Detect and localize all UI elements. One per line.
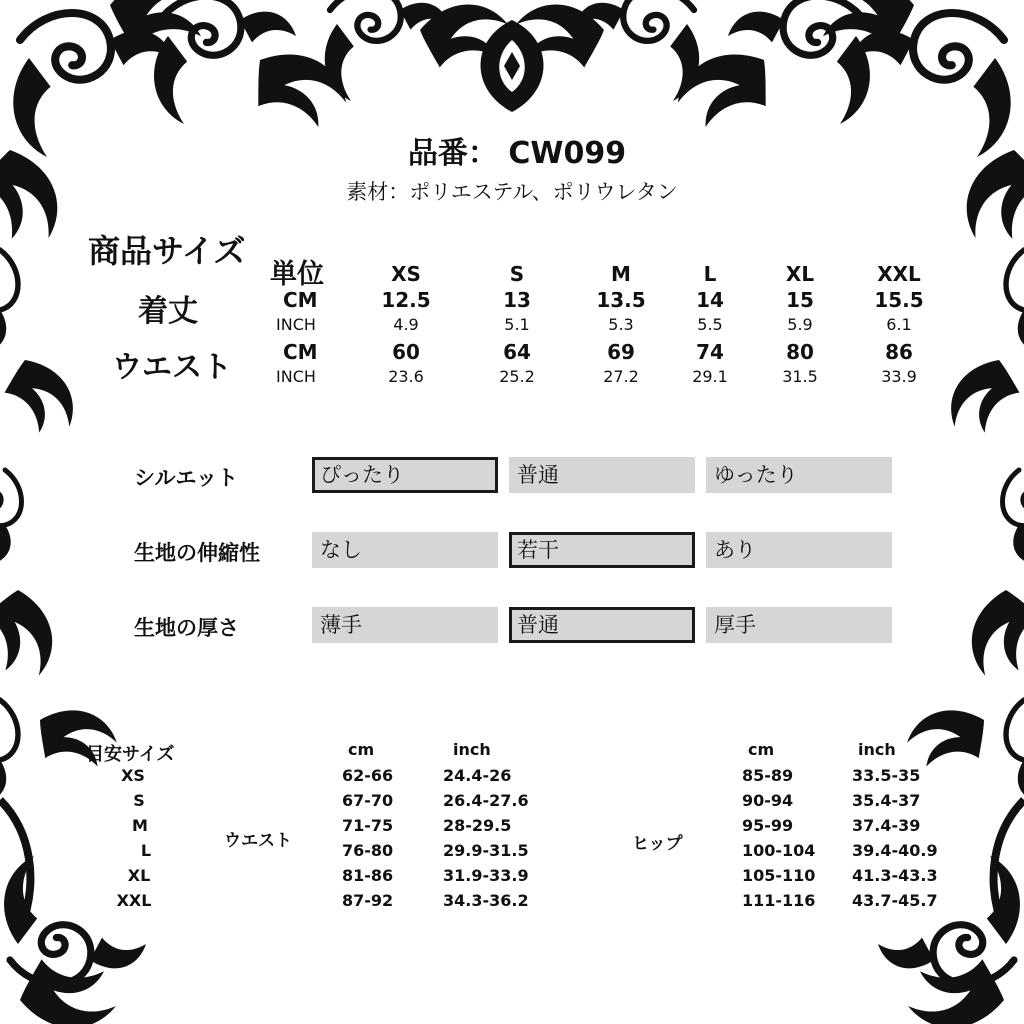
guide-waist-cm-header: cm [348, 740, 375, 759]
size-header: XS [391, 262, 421, 286]
guide-hip-cm: 90-94 [742, 791, 794, 810]
thickness-option-regular: 普通 [509, 607, 695, 643]
attr-label-thickness: 生地の厚さ [134, 616, 239, 640]
thickness-option-thin: 薄手 [312, 607, 498, 643]
length-inch: 6.1 [886, 315, 912, 334]
guide-title: 目安サイズ [86, 744, 175, 765]
guide-hip-inch: 43.7-45.7 [852, 891, 938, 910]
length-cm: 13.5 [596, 288, 646, 312]
guide-hip-cm: 111-116 [742, 891, 816, 910]
length-cm: 15.5 [874, 288, 924, 312]
waist-cm: 74 [696, 340, 724, 364]
guide-waist-inch: 34.3-36.2 [443, 891, 529, 910]
silhouette-option-loose: ゆったり [706, 457, 892, 493]
length-inch: 5.5 [697, 315, 723, 334]
size-header: M [611, 262, 631, 286]
guide-waist-label: ウエスト [224, 831, 292, 851]
unit-cm: CM [283, 340, 318, 364]
thickness-option-thick: 厚手 [706, 607, 892, 643]
length-inch: 5.3 [608, 315, 634, 334]
stretch-option-slight: 若干 [509, 532, 695, 568]
guide-size: S [133, 791, 145, 810]
length-cm: 13 [503, 288, 531, 312]
waist-inch: 23.6 [388, 367, 424, 386]
waist-cm: 60 [392, 340, 420, 364]
attr-label-silhouette: シルエット [134, 466, 239, 490]
attr-label-stretch: 生地の伸縮性 [134, 541, 260, 565]
guide-waist-inch-header: inch [453, 740, 491, 759]
section-title-sizes: 商品サイズ [88, 232, 246, 270]
silhouette-option-fitted: ぴったり [312, 457, 498, 493]
guide-hip-cm-header: cm [748, 740, 775, 759]
guide-hip-inch: 37.4-39 [852, 816, 921, 835]
unit-inch: INCH [276, 315, 316, 334]
unit-inch: INCH [276, 367, 316, 386]
guide-waist-inch: 24.4-26 [443, 766, 512, 785]
guide-waist-cm: 76-80 [342, 841, 394, 860]
guide-size: XL [127, 866, 151, 885]
waist-cm: 86 [885, 340, 913, 364]
length-cm: 15 [786, 288, 814, 312]
waist-inch: 27.2 [603, 367, 639, 386]
guide-hip-cm: 100-104 [742, 841, 816, 860]
guide-hip-label: ヒップ [632, 834, 683, 854]
silhouette-option-regular: 普通 [509, 457, 695, 493]
guide-hip-inch: 33.5-35 [852, 766, 921, 785]
guide-waist-inch: 26.4-27.6 [443, 791, 529, 810]
guide-hip-cm: 105-110 [742, 866, 816, 885]
guide-waist-cm: 71-75 [342, 816, 394, 835]
waist-inch: 33.9 [881, 367, 917, 386]
guide-size: XS [121, 766, 145, 785]
stretch-option-none: なし [312, 532, 498, 568]
guide-waist-cm: 81-86 [342, 866, 394, 885]
size-header: L [703, 262, 717, 286]
waist-inch: 31.5 [782, 367, 818, 386]
waist-inch: 29.1 [692, 367, 728, 386]
guide-size: L [140, 841, 152, 860]
waist-cm: 80 [786, 340, 814, 364]
length-inch: 4.9 [393, 315, 419, 334]
size-header: XL [785, 262, 815, 286]
guide-waist-cm: 62-66 [342, 766, 394, 785]
guide-size: M [132, 816, 148, 835]
size-header: XXL [877, 262, 921, 286]
material-text: 素材：ポリエステル、ポリウレタン [346, 180, 678, 204]
waist-cm: 69 [607, 340, 635, 364]
product-number: 品番： CW099 [407, 136, 627, 171]
waist-inch: 25.2 [499, 367, 535, 386]
guide-size: XXL [116, 891, 152, 910]
guide-waist-cm: 87-92 [342, 891, 394, 910]
row-label-length: 着丈 [138, 294, 198, 329]
guide-hip-inch: 41.3-43.3 [852, 866, 938, 885]
row-label-waist: ウエスト [112, 350, 232, 385]
guide-hip-inch: 39.4-40.9 [852, 841, 938, 860]
length-cm: 12.5 [381, 288, 431, 312]
guide-waist-inch: 31.9-33.9 [443, 866, 529, 885]
guide-waist-inch: 28-29.5 [443, 816, 512, 835]
guide-waist-cm: 67-70 [342, 791, 394, 810]
stretch-option-yes: あり [706, 532, 892, 568]
unit-label: 単位 [270, 259, 324, 290]
guide-hip-cm: 85-89 [742, 766, 794, 785]
unit-cm: CM [283, 288, 318, 312]
length-cm: 14 [696, 288, 724, 312]
length-inch: 5.9 [787, 315, 813, 334]
guide-hip-inch-header: inch [858, 740, 896, 759]
guide-waist-inch: 29.9-31.5 [443, 841, 529, 860]
guide-hip-inch: 35.4-37 [852, 791, 921, 810]
waist-cm: 64 [503, 340, 531, 364]
size-header: S [509, 262, 525, 286]
length-inch: 5.1 [504, 315, 530, 334]
guide-hip-cm: 95-99 [742, 816, 794, 835]
